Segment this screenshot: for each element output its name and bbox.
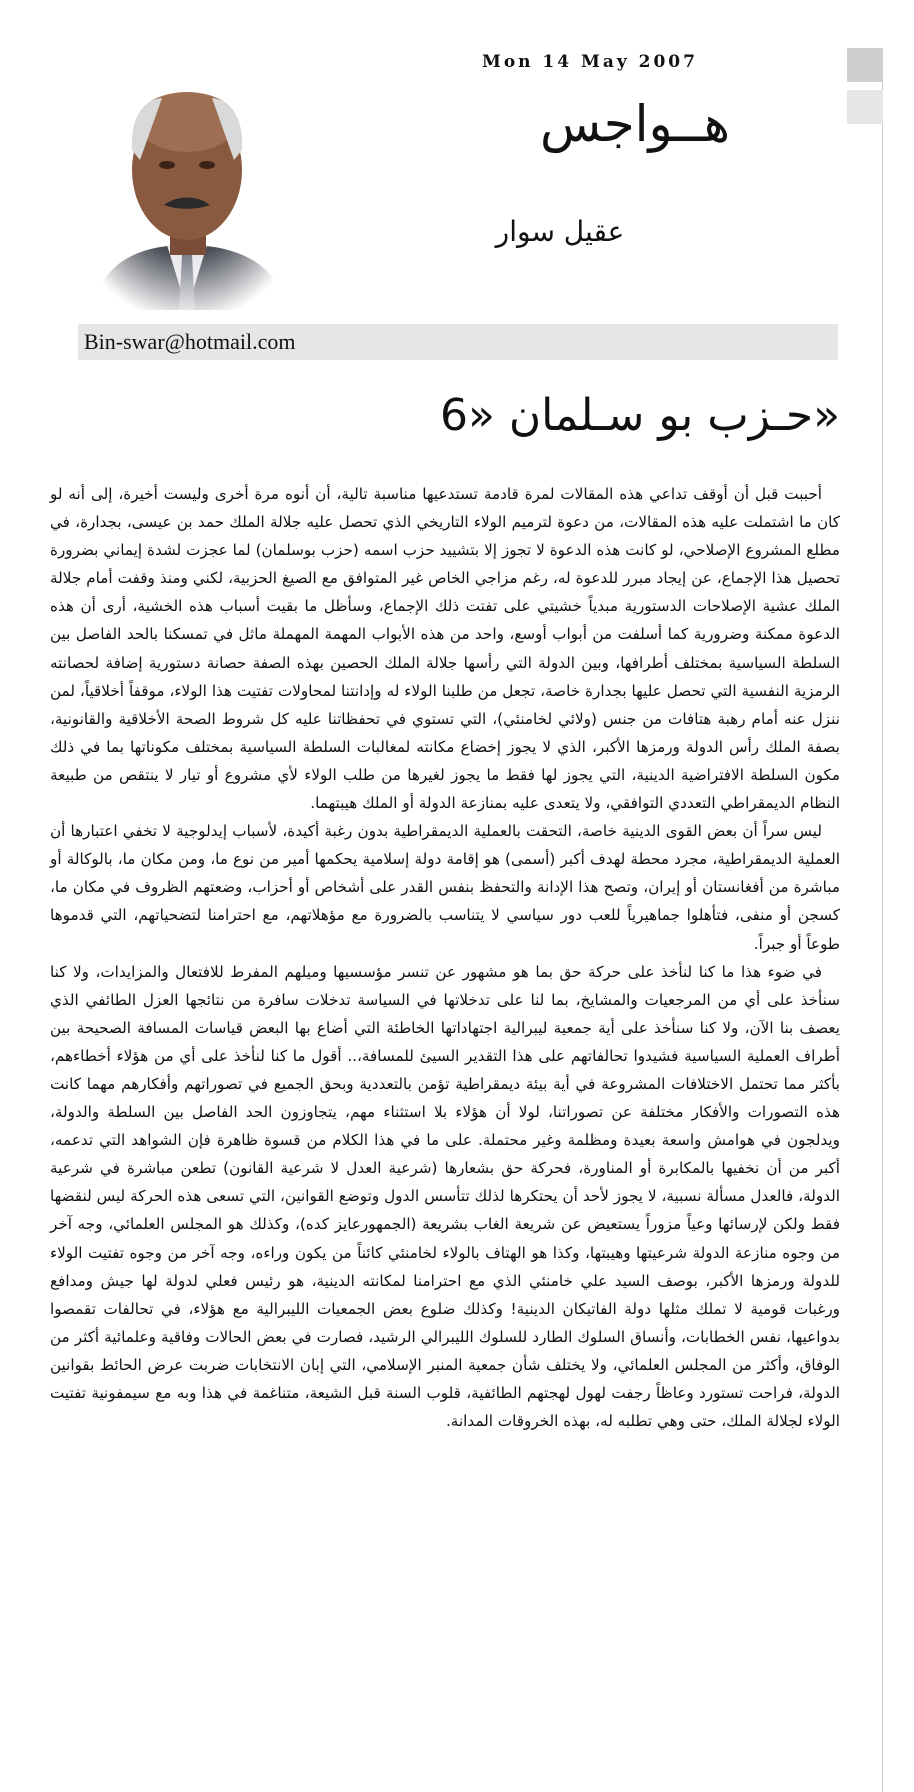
margin-box-bottom <box>847 90 883 124</box>
column-title: هــواجس <box>539 95 731 153</box>
issue-date: Mon 14 May 2007 <box>482 52 698 72</box>
article-paragraph-3: في ضوء هذا ما كنا لنأخذ على حركة حق بما هو مشهور عن تنسر مؤسسيها وميلهم المفرط للافتعال والمزايدات، ولا كنا سنأخذ على أي من المرجعيات والمشايخ، بما لنا على تدخلاتها في السياسة تدخلات سافرة من نتائجها العزل الطائفي الذي يعصف بنا الآن، ولا كنا سنأخذ على أية جمعية ليبرالية اجتهاداتها الخاطئة التي أضاع بها البعض قياسات المسافة الصحيحة بين أطراف العملية السياسية فشيدوا تحالفاتهم على هذا التقدير السيئ للمسافة،.. أقول ما كنا لنأخذ على أي من هؤلاء أخطاءهم، بأكثر مما تحتمل الاختلافات المشروعة في أية بيئة ديمقراطية تؤمن بالتعددية وبحق الجميع في تصوراتهم وأفكارهم مهما كانت هذه التصورات والأفكار مختلفة عن تصوراتنا، لولا أن هؤلاء بلا استثناء مهم، يتجاوزون الحد الفاصل بين السلطة والدولة، ويدلجون في هوامش واسعة بعيدة ومظلمة وغير محتملة. على ما في هذا الكلام من قسوة ظاهرة فإن الشواهد التي تدعمه، أكبر من أن نخفيها بالمكابرة أو المناورة، فحركة حق بشعارها (شرعية العدل لا شرعية القانون) تطعن مباشرة في شرعية الدولة، فالعدل مسألة نسبية، لا يجوز لأحد أن يحتكرها لذلك تتأسس الدول وتوضع القوانين، التي تسعى هذه الحركة ليس لنقضها فقط ولكن لإرسائها وعياً مزوراً يستعيض عن شريعة الغاب بشريعة (الجمهورعايز كده)، وكذلك هو المجلس العلمائي، وجه آخر من وجوه منازعة الدولة شرعيتها وهيبتها، وكذا هو الهتاف بالولاء لخامنئي كائناً من يكون وراءه، وجه آخر من وجوه تفتيت الولاء للدولة ورمزها الأكبر، بوصف السيد علي خامنئي الذي مع احترامنا لمكانته الدينية، هو رئيس فعلي لدولة لها جيش ومدافع ورغبات قومية لا تملك مثلها دولة الفاتيكان الدينية! وكذلك ضلوع بعض الجمعيات الليبرالية مع هؤلاء، في تحالفات تقمصوا بدواعيها، نفس الخطابات، وأنساق السلوك الطارد للسلوك الليبرالي الرشيد، فصارت في بعض الحالات وفاقية وعلمائية أكثر من الوفاق، وأكثر من المجلس العلمائي، ولا يختلف شأن جمعية المنبر الإسلامي، التي إبان الانتخابات ضربت عرض الحائط بقوانين الدولة، فراحت تستورد وعاظاً رجفت لهول لهجتهم الطائفية، قلوب السنة قبل الشيعة، متناغمة في هذا وبه مع سيمفونية تفتيت الولاء لجلالة الملك، حتى وهي تطلبه له، بهذه الخروقات المدانة. <box>50 962 840 1431</box>
article-headline: حـزب بو سـلمان «6» <box>439 390 840 441</box>
author-name: عقيل سوار <box>495 215 625 248</box>
article-paragraph-2: ليس سراً أن بعض القوى الدينية خاصة، التحقت بالعملية الديمقراطية بدون رغبة أكيدة، لأسباب إيدلوجية لا تخفي اعتبارها أن العملية الديمقراطية، مجرد محطة لهدف أكبر (أسمى) هو إقامة دولة إسلامية يحكمها أمير من نوع ما، ومن مكان ما، بالوكالة أو مباشرة من أفغانستان أو إيران، وتصح هذا الإدانة والتحفظ بنفس القدر على أشخاص أو أحزاب، وضعتهم الظروف في مكان ما، كسجن أو منفى، فتأهلوا جماهيرياً للعب دور سياسي لا يتناسب بالضرورة مع مؤهلاتهم، مع احترامنا لتضحياتهم، التي قدموها طوعاً أو جبراً. <box>50 822 840 953</box>
article-body <box>50 480 840 1435</box>
margin-box-top <box>847 48 883 82</box>
right-border-rule <box>882 48 883 1792</box>
author-email: Bin-swar@hotmail.com <box>84 329 296 354</box>
article-paragraph-1: أحببت قبل أن أوقف تداعي هذه المقالات لمرة قادمة تستدعيها مناسبة تالية، أن أنوه مرة أخرى وليست أخيرة، إلى أنه لو كان ما اشتملت عليه هذه المقالات، من دعوة لترميم الولاء التاريخي الذي تحصل عليه جلالة الملك حمد بن عيسى، بجدارة، في مطلع المشروع الإصلاحي، لو كانت هذه الدعوة لا تجوز إلا بتشييد حزب اسمه (حزب بوسلمان) لما عجزت لشدة إيماني بضرورة تحصيل هذا الإجماع، عن إيجاد مبرر للدعوة له، رغم مزاجي الخاص غير المتوافق مع الصيغ الحزبية، لكني ومنذ وقفت أمام جلالة الملك عشية الإصلاحات الدستورية مبدياً خشيتي على تفتت ذلك الإجماع، وسأظل ما بقيت أسباب هذه الخشية، أرى أن هذه الدعوة ممكنة وضرورية كما أسلفت من أبواب أوسع، واحد من هذه الأبواب المهمة المهملة ماثل في تمسكنا بالحد الفاصل بين السلطة السياسية بمختلف أطرافها، وبين الدولة التي رأسها جلالة الملك الحصين بهذه الصفة حصانة دستورية إضافة لحصانته الرمزية النفسية التي تحصل عليها بجدارة خاصة، تجعل من طلبنا الولاء له وإدانتنا لمحاولات تفتيت هذا الولاء، موقفاً أخلاقياً، لمن ننزل عنه أمام رهبة هتافات من جنس (ولائي لخامنئي)، التي تستوي في تحفظاتنا عليه كل شروط الصحة الأخلاقية والقانونية، بصفة الملك رأس الدولة ورمزها الأكبر، الذي لا يجوز إخضاع مكانته لمغالبات السلطة السياسية بمختلف مكوناتها بما في ذلك مكون السلطة الافتراضية الدينية، التي يجوز لها فقط ما يجوز لغيرها من طلب الولاء لأي مشروع أو تيار لا ينتقص من طبيعة النظام الديمقراطي التعددي التوافقي، ولا يتعدى عليه بمنازعة الدولة أو الملك هيبتهما. <box>50 485 840 813</box>
author-portrait <box>82 60 292 310</box>
